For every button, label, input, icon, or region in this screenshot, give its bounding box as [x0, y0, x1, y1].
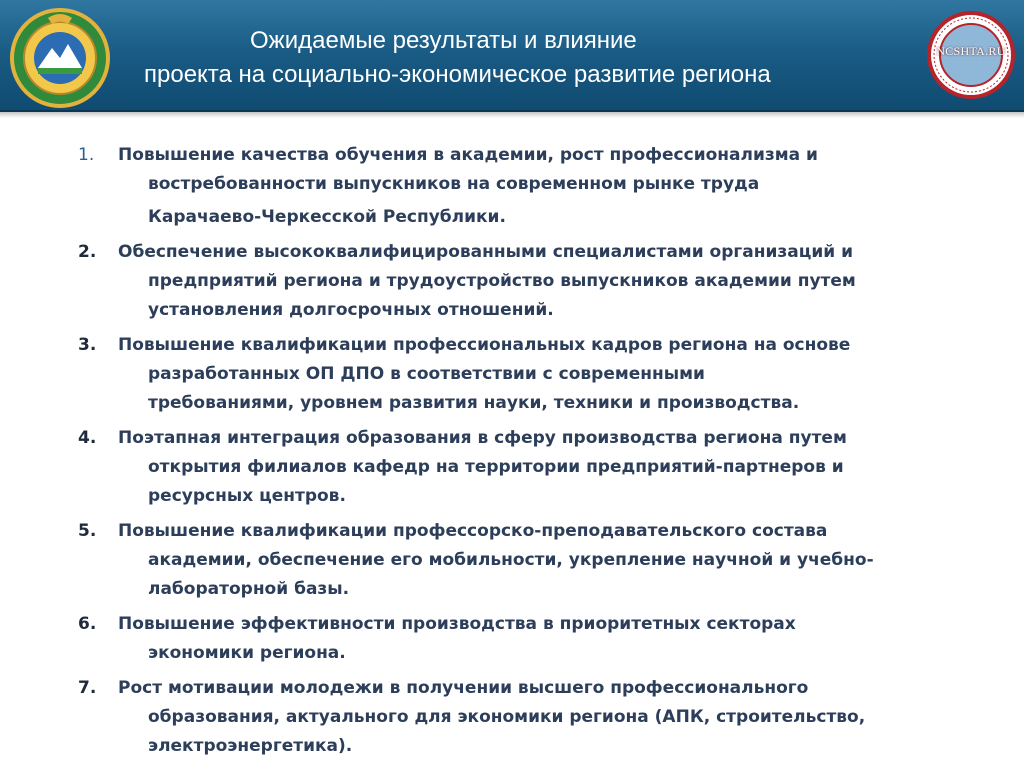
- list-item: [78, 331, 998, 418]
- item-line: открытия филиалов кафедр на территории предприятий-партнеров и: [148, 457, 844, 477]
- list-item: [78, 238, 998, 325]
- item-line: ресурсных центров.: [148, 486, 346, 506]
- item-line: Повышение эффективности производства в приоритетных секторах: [118, 614, 796, 634]
- header-shadow: [0, 110, 1024, 118]
- list-item: [78, 141, 998, 232]
- item-text: [118, 238, 998, 325]
- results-list: [78, 141, 998, 767]
- item-text: [118, 331, 998, 418]
- item-number: 7.: [78, 678, 97, 698]
- item-number: 4.: [78, 428, 97, 448]
- list-item: [78, 674, 998, 761]
- item-number: 6.: [78, 614, 97, 634]
- item-line: лабораторной базы.: [148, 579, 350, 599]
- item-text: [118, 610, 998, 668]
- item-line: образования, актуального для экономики региона (АПК, строительство,: [148, 707, 866, 727]
- item-line: разработанных ОП ДПО в соответствии с современными: [148, 364, 705, 384]
- title-line-2: проекта на социально-экономическое развитие региона: [144, 61, 771, 88]
- item-line: Поэтапная интеграция образования в сферу производства региона путем: [118, 428, 847, 448]
- item-number: 5.: [78, 521, 97, 541]
- logo-text: NCSHTA.RU: [936, 44, 1006, 58]
- academy-logo: [926, 10, 1016, 100]
- item-number: 2.: [78, 242, 97, 262]
- item-line: установления долгосрочных отношений.: [148, 300, 554, 320]
- regional-emblem-icon: [8, 6, 112, 110]
- item-line: Рост мотивации молодежи в получении высшего профессионального: [118, 678, 809, 698]
- item-line: Карачаево-Черкесской Республики.: [148, 207, 506, 227]
- item-line: Обеспечение высококвалифицированными специалистами организаций и: [118, 242, 853, 262]
- item-number: 1.: [78, 145, 95, 165]
- item-line: академии, обеспечение его мобильности, укрепление научной и учебно-: [148, 550, 874, 570]
- item-line: электроэнергетика).: [148, 736, 353, 756]
- list-item: [78, 424, 998, 511]
- item-line: требованиями, уровнем развития науки, техники и производства.: [148, 393, 800, 413]
- item-text: [118, 517, 998, 604]
- item-number: 3.: [78, 335, 97, 355]
- title-line-1: Ожидаемые результаты и влияние: [250, 27, 637, 54]
- item-line: Повышение качества обучения в академии, рост профессионализма и: [118, 145, 818, 165]
- item-line: Повышение квалификации профессорско-преподавательского состава: [118, 521, 828, 541]
- page-title: [120, 24, 910, 92]
- item-line: Повышение квалификации профессиональных кадров региона на основе: [118, 335, 851, 355]
- list-item: [78, 517, 998, 604]
- item-line: экономики региона.: [148, 643, 346, 663]
- list-item: [78, 610, 998, 668]
- item-line: предприятий региона и трудоустройство выпускников академии путем: [148, 271, 856, 291]
- item-text: [118, 674, 998, 761]
- item-text: [118, 141, 998, 232]
- item-text: [118, 424, 998, 511]
- item-line: востребованности выпускников на современном рынке труда: [148, 174, 760, 194]
